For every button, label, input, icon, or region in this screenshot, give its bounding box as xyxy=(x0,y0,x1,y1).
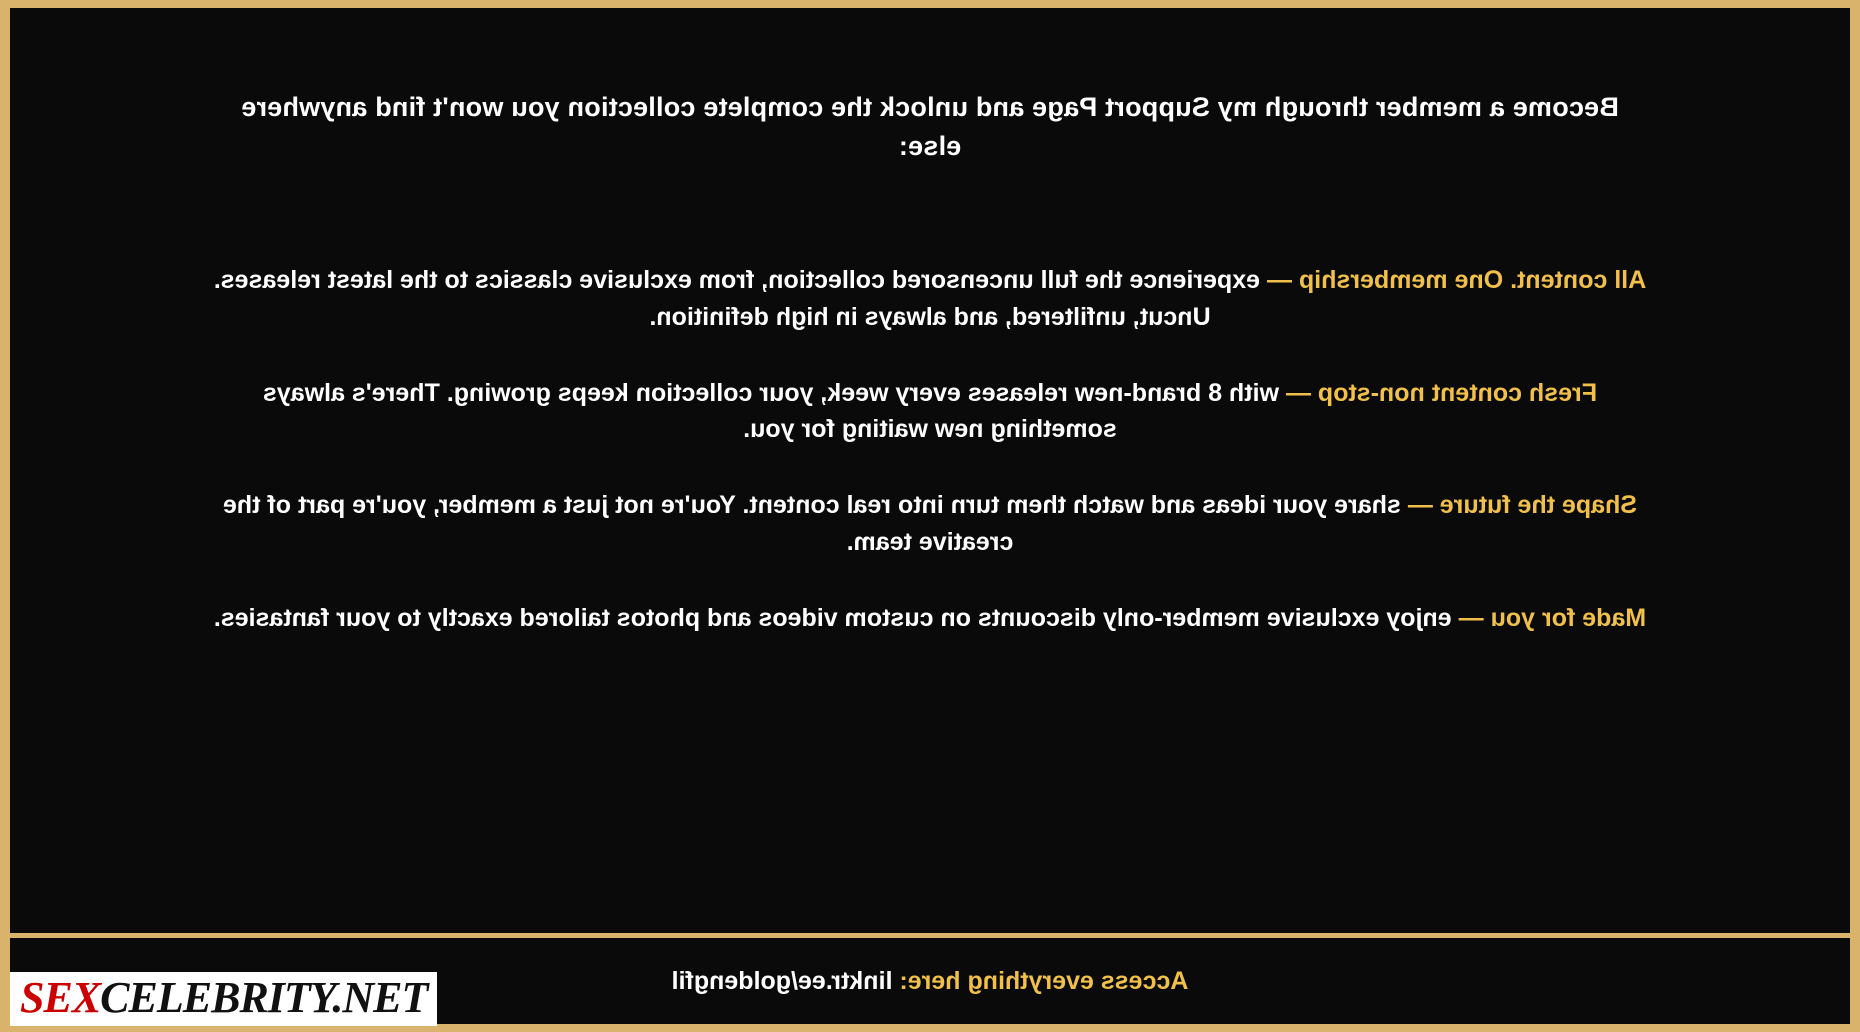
access-link-row[interactable] xyxy=(672,967,1189,996)
poster-body xyxy=(10,8,1850,933)
list-item xyxy=(200,600,1660,636)
poster-card xyxy=(10,8,1850,1024)
page-title: Become a member through my Support Page and unlock the complete collection you won't find anywhere else: xyxy=(241,92,1619,162)
access-label: Access everything here: xyxy=(899,966,1189,995)
benefit-lead: Fresh content non-stop — xyxy=(1285,378,1598,407)
watermark-suffix: CELEBRITY.NET xyxy=(100,973,428,1022)
benefit-text: share your ideas and watch them turn into real content. You're not just a member, you're part of the creative team. xyxy=(223,491,1408,556)
benefit-text: experience the full uncensored collection, from exclusive classics to the latest releases. Uncut, unfiltered, and always in high definition. xyxy=(213,266,1267,331)
benefit-text: with 8 brand-new releases every week, your collection keeps growing. There's always something new waiting for you. xyxy=(262,378,1286,444)
benefit-lead: All content. One membership — xyxy=(1267,266,1647,295)
watermark xyxy=(10,972,437,1026)
list-item xyxy=(200,375,1660,448)
watermark-prefix: SEX xyxy=(20,973,101,1022)
benefit-list xyxy=(80,262,1780,636)
benefit-lead: Made for you — xyxy=(1458,603,1647,632)
list-item xyxy=(200,487,1660,560)
list-item xyxy=(200,262,1660,335)
benefit-lead: Shape the future — xyxy=(1407,491,1637,520)
access-link[interactable]: linktr.ee/goldengfil xyxy=(671,966,900,995)
benefit-text: enjoy exclusive member-only discounts on custom videos and photos tailored exactly to your fantasies. xyxy=(213,603,1459,632)
